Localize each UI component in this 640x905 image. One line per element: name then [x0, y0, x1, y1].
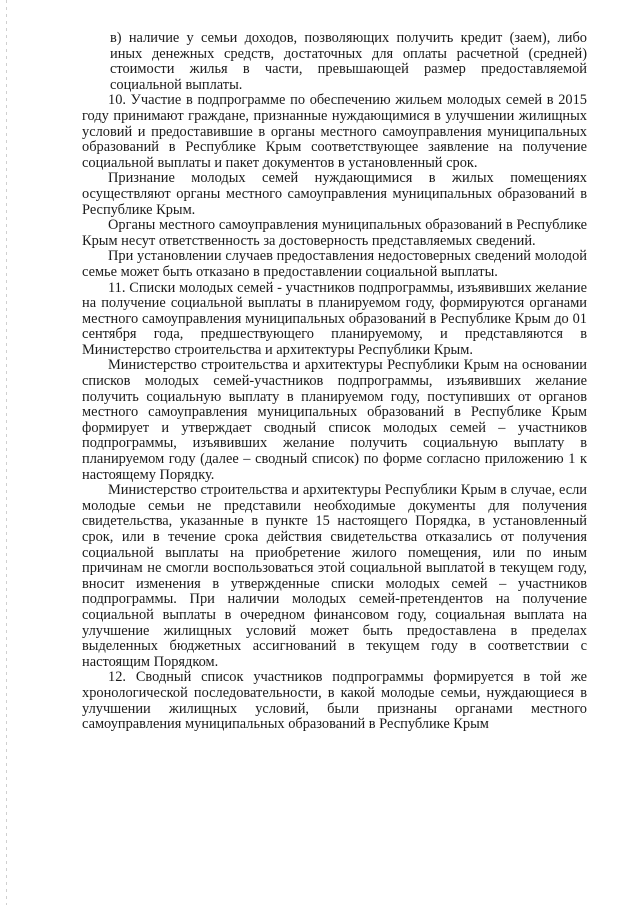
paragraph-responsibility: Органы местного самоуправления муниципальных образований в Республике Крым несут ответственность за достоверность представляемых сведений. [82, 217, 587, 249]
paragraph-12: 12. Сводный список участников подпрограммы формируется в той же хронологической последовательности, в какой молодые семьи, нуждающиеся в улучшении жилищных условий, были признаны органами местного самоуправления муниципальных образований в Республике Крым [82, 669, 587, 733]
document-body [82, 31, 587, 733]
paragraph-11: 11. Списки молодых семей - участников подпрограммы, изъявивших желание на получение социальной выплаты в планируемом году, формируются органами местного самоуправления муниципальных образований в Республике Крым до 01 сентября года, предшествующего планируемому, и представляются в Министерство строительства и архитектуры Республики Крым. [82, 279, 587, 358]
paragraph-ministry-list: Министерство строительства и архитектуры Республики Крым на основании списков молодых семей-участников подпрограммы, изъявивших желание получить социальную выплату в планируемом году, поступивших от органов местного самоуправления муниципальных образований в Республике Крым формирует и утверждает сводный список молодых семей – участников подпрограммы, изъявивших желание получить социальную выплату в планируемом году (далее – сводный список) по форме согласно приложению 1 к настоящему Порядку. [82, 357, 587, 483]
paragraph-item-c: в) наличие у семьи доходов, позволяющих получить кредит (заем), либо иных денежных средств, достаточных для оплаты расчетной (средней) стоимости жилья в части, превышающей размер предоставляемой социальной выплаты. [110, 30, 587, 93]
paragraph-refusal: При установлении случаев предоставления недостоверных сведений молодой семье может быть отказано в предоставлении социальной выплаты. [82, 248, 587, 280]
paragraph-ministry-changes: Министерство строительства и архитектуры Республики Крым в случае, если молодые семьи не представили необходимые документы для получения свидетельства, указанные в пункте 15 настоящего Порядка, в установленный срок, или в течение срока действия свидетельства отказались от получения социальной выплаты на приобретение жилого помещения, или по иным причинам не смогли воспользоваться этой социальной выплатой в текущем году, вносит изменения в утвержденные списки молодых семей – участников подпрограммы. При наличии молодых семей-претендентов на получение социальной выплаты в очередном финансовом году, социальная выплата на улучшение жилищных условий может быть предоставлена в пределах выделенных бюджетных ассигнований в текущем году в соответствии с настоящим Порядком. [82, 482, 587, 670]
paragraph-recognition: Признание молодых семей нуждающимися в жилых помещениях осуществляют органы местного самоуправления муниципальных образований в Республике Крым. [82, 170, 587, 218]
paragraph-10: 10. Участие в подпрограмме по обеспечению жильем молодых семей в 2015 году принимают граждане, признанные нуждающимися в улучшении жилищных условий и предоставившие в органы местного самоуправления муниципальных образований в Республике Крым соответствующее заявление на получение социальной выплаты и пакет документов в установленный срок. [82, 92, 587, 171]
scan-edge-line [6, 0, 7, 905]
